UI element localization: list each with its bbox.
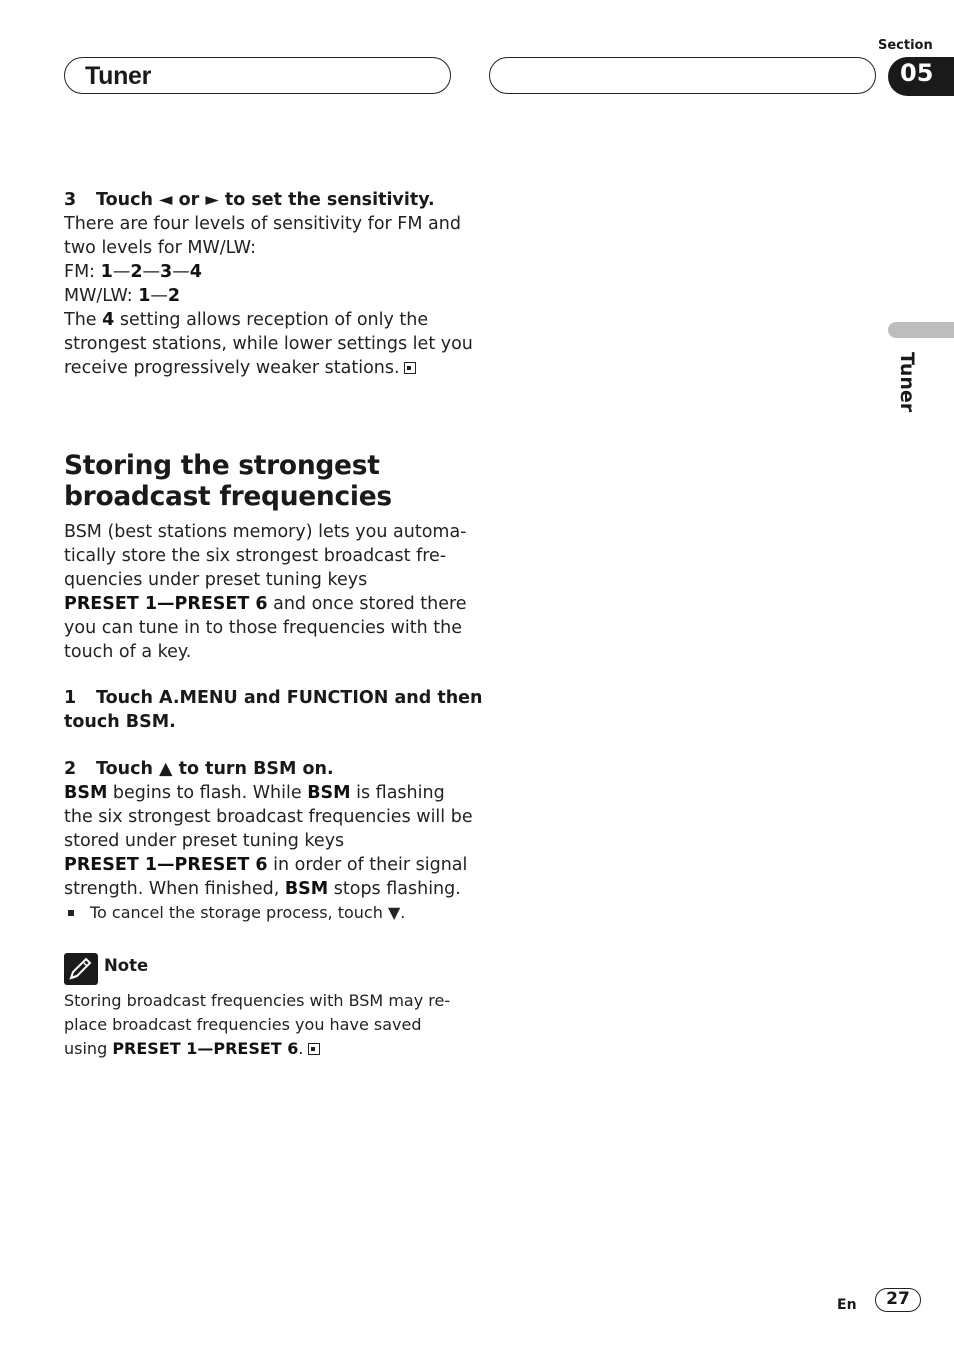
sensitivity-text-line: two levels for MW/LW: <box>64 238 256 258</box>
fm-levels: FM: 1—2—3—4 <box>64 262 202 282</box>
page-number: 27 <box>875 1288 921 1312</box>
sensitivity-text-line: There are four levels of sensitivity for FM and <box>64 214 461 234</box>
step-3-heading: 3 Touch ◄ or ► to set the sensitivity. <box>64 190 435 210</box>
note-pencil-icon <box>64 953 98 985</box>
end-mark-icon <box>404 362 416 374</box>
side-tab-marker <box>888 322 954 338</box>
section-number-badge <box>888 57 954 96</box>
sensitivity-text-line: receive progressively weaker stations. <box>64 356 456 380</box>
step-2: 2 Touch ▲ to turn BSM on. BSM begins to flash. While BSM is flashing the six strongest broadcast frequencies will be stored under preset tuning keys PRESET 1—PRESET 6 in order of their signal strength. When finished, BSM stops flashing. To cancel the storage process, touch ▼. <box>64 757 456 925</box>
header-blank-pill <box>489 57 876 94</box>
side-tab-label: Tuner <box>896 352 918 413</box>
end-mark-icon <box>308 1043 320 1055</box>
header-title-pill <box>64 57 451 94</box>
right-arrow-icon: ► <box>205 190 219 210</box>
left-arrow-icon: ◄ <box>159 190 173 210</box>
cancel-bullet: To cancel the storage process, touch ▼. <box>64 901 456 925</box>
footer-language: En <box>837 1297 857 1313</box>
step-1: 1 Touch A.MENU and FUNCTION and then touch BSM. <box>64 688 483 732</box>
note-label: Note <box>104 956 149 975</box>
mw-lw-levels: MW/LW: 1—2 <box>64 286 181 306</box>
bullet-icon <box>68 910 74 916</box>
note-body: Storing broadcast frequencies with BSM may re- place broadcast frequencies you have saved using PRESET 1—PRESET 6. <box>64 991 451 1058</box>
sensitivity-text-line: The 4 setting allows reception of only the <box>64 310 429 330</box>
up-arrow-icon: ▲ <box>159 759 173 779</box>
section-number: 05 <box>900 59 934 87</box>
sensitivity-block <box>64 188 473 380</box>
bsm-intro: BSM (best stations memory) lets you automa- tically store the six strongest broadcast fre- quencies under preset tuning keys PRESET 1—PRESET 6 and once stored there you can tune in to those frequencies with the touch of a key. <box>64 522 467 662</box>
section-label: Section <box>878 38 933 53</box>
header-title: Tuner <box>85 62 152 90</box>
sensitivity-text-line: strongest stations, while lower settings let you <box>64 334 473 354</box>
bsm-heading: Storing the strongest broadcast frequencies <box>64 450 392 512</box>
